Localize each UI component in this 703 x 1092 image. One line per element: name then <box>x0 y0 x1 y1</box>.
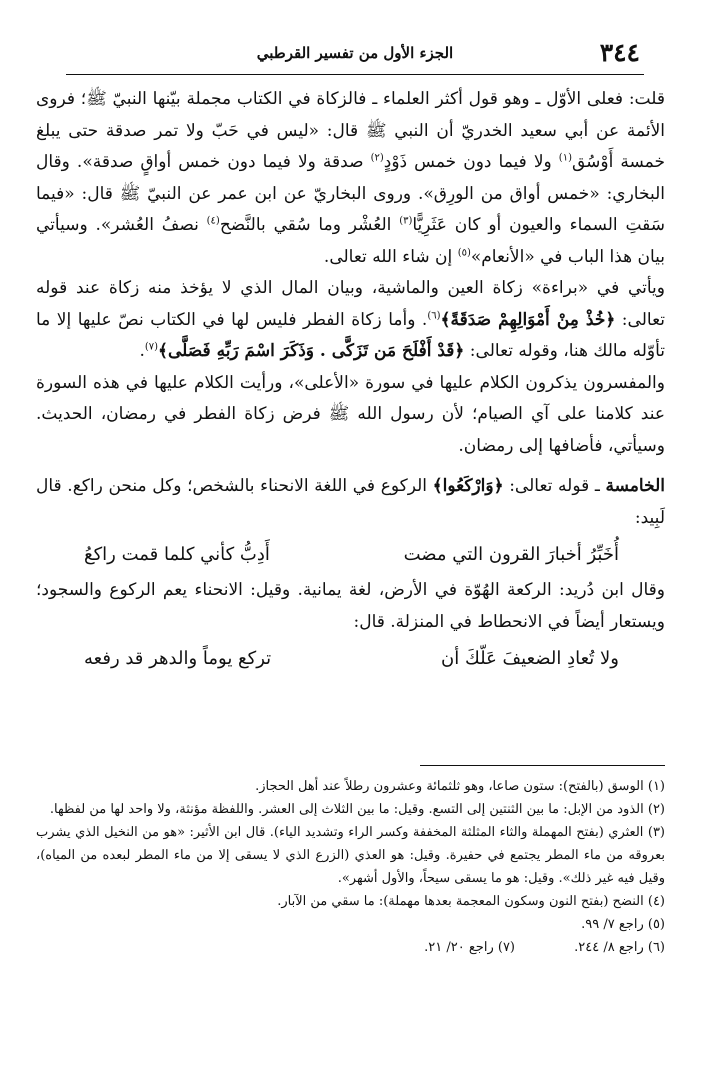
paragraph-1 <box>36 84 665 273</box>
running-title: الجزء الأول من تفسير القرطبي <box>256 44 454 62</box>
paragraph-5: وقال ابن دُريد: الركعة الهُوّة في الأرض، لغة يمانية. وقيل: الانحناء يعم الركوع والسجود؛ ويستعار أيضاً في الانحطاط في المنزلة. قال: <box>36 580 665 632</box>
text-run: العُشْر وما سُقي بالنَّضح <box>219 215 400 235</box>
poetry-verse-1 <box>36 538 665 571</box>
page-header <box>66 34 644 75</box>
verse-hemistich-first: أُخَبِّرُ أخبارَ القرون التي مضت <box>403 544 619 565</box>
footnote-7: (٧) راجع ٢٠/ ٢١. <box>424 940 515 955</box>
text-run: ويأتي في «براءة» زكاة العين والماشية، وبيان المال الذي لا يؤخذ منه زكاة عند قوله تعالى: <box>36 278 666 330</box>
verse-hemistich-second: أَدِبُّ كأني كلما قمت راكعُ <box>84 544 270 565</box>
text-run: نصفُ العُشر». وسيأتي بيان هذا الباب في «الأنعام» <box>36 215 665 267</box>
quran-quote: ﴿وَارْكَعُوا﴾ <box>432 476 504 496</box>
paragraph-4 <box>36 471 665 534</box>
text-run: ولا فيما دون خمس ذَوْدٍ <box>383 152 559 172</box>
text-run: صدقة ولا فيما دون خمس أواقٍ صدقة». وقال البخاري: «خمس أواق من الورِق». وروى البخاريّ عن ابن عمر عن النبيّ ﷺ قال: «فيما سَقتِ السماء والعيون أو كان عَثَرِيًّا <box>36 152 666 235</box>
text-run: إن شاء الله تعالى. <box>323 246 458 267</box>
footnote-ref-2[interactable]: (٢) <box>370 152 384 164</box>
text-run: ـ قوله تعالى: <box>503 476 606 496</box>
footnote-ref-5[interactable]: (٥) <box>457 246 471 258</box>
page-number: ٣٤٤ <box>599 38 640 67</box>
footnote-row <box>36 936 665 959</box>
text-run: الركوع في اللغة الانحناء بالشخص؛ وكل منحن راكع. قال لَبِيد: <box>36 476 665 528</box>
footnote-2: (٢) الذود من الإبل: ما بين الثنتين إلى التسع. وقيل: ما بين الثلاث إلى العشر. واللفظة مؤنثة، ولا واحد لها من لفظها. <box>49 802 665 817</box>
verse-hemistich-first: ولا تُعادِ الضعيفَ عَلّكَ أن <box>441 648 619 669</box>
footnote-5: (٥) راجع ٧/ ٩٩. <box>581 917 665 932</box>
paragraph-2 <box>36 273 665 368</box>
main-text <box>36 84 665 679</box>
quran-quote: ﴿قَدْ أَفْلَحَ مَن تَزَكَّى . وَذَكَرَ اسْمَ رَبِّهِ فَصَلَّى﴾ <box>158 341 465 361</box>
footnote-ref-7[interactable]: (٧) <box>144 341 159 353</box>
footnote-ref-6[interactable]: (٦) <box>427 309 441 321</box>
footnote-divider <box>420 765 665 766</box>
verse-hemistich-second: تركع يوماً والدهر قد رفعه <box>84 648 272 669</box>
quran-quote: ﴿خُذْ مِنْ أَمْوَالِهِمْ صَدَقَةً﴾ <box>440 309 616 330</box>
footnote-ref-4[interactable]: (٤) <box>206 215 220 227</box>
footnote-4: (٤) النضح (بفتح النون وسكون المعجمة بعدها مهملة): ما سقي من الآبار. <box>277 894 665 909</box>
section-heading: الخامسة <box>605 476 665 496</box>
footnote-ref-3[interactable]: (٣) <box>399 215 413 227</box>
text-run: قلت: فعلى الأوّل ـ وهو قول أكثر العلماء ـ فالزكاة في الكتاب مجملة بيّنها النبيّ ﷺ؛ فروى الأئمة عن أبي سعيد الخدريّ أن النبي ﷺ قال: «ليس في حَبّ ولا تمر صدقة حتى يبلغ خمسة أَوْسُق <box>36 89 666 172</box>
footnote-6: (٦) راجع ٨/ ٢٤٤. <box>574 940 665 955</box>
footnote-3: (٣) العثري (بفتح المهملة والثاء المثلثة المخففة وكسر الراء وتشديد الياء). قال ابن الأثير: «هو من النخيل الذي يشرب بعروقه من ماء المطر يجتمع في حفيرة. وقيل: هو العذي (الزرع الذي لا يسقى إلا من ماء المطر لبعده من المياه)، وقيل فيه غير ذلك». وقيل: هو ما يسقى سيحاً، والأول أشهر». <box>36 825 665 886</box>
footnote-ref-1[interactable]: (١) <box>558 152 572 164</box>
footnotes <box>36 775 665 959</box>
text-run: . <box>139 341 145 361</box>
paragraph-3: والمفسرون يذكرون الكلام عليها في سورة «الأعلى»، ورأيت الكلام عليها في هذه السورة عند كلامنا على آي الصيام؛ لأن رسول الله ﷺ فرض زكاة الفطر في رمضان، الحديث. وسيأتي، فأضافها إلى رمضان. <box>36 372 665 456</box>
poetry-verse-2 <box>36 642 665 675</box>
text-run: . وأما زكاة الفطر فليس لها في الكتاب نصّ عليها إلا ما تأوّله مالك هنا، وقوله تعالى: <box>36 309 665 361</box>
footnote-1: (١) الوسق (بالفتح): ستون صاعا، وهو ثلثمائة وعشرون رطلاً عند أهل الحجاز. <box>255 779 665 794</box>
